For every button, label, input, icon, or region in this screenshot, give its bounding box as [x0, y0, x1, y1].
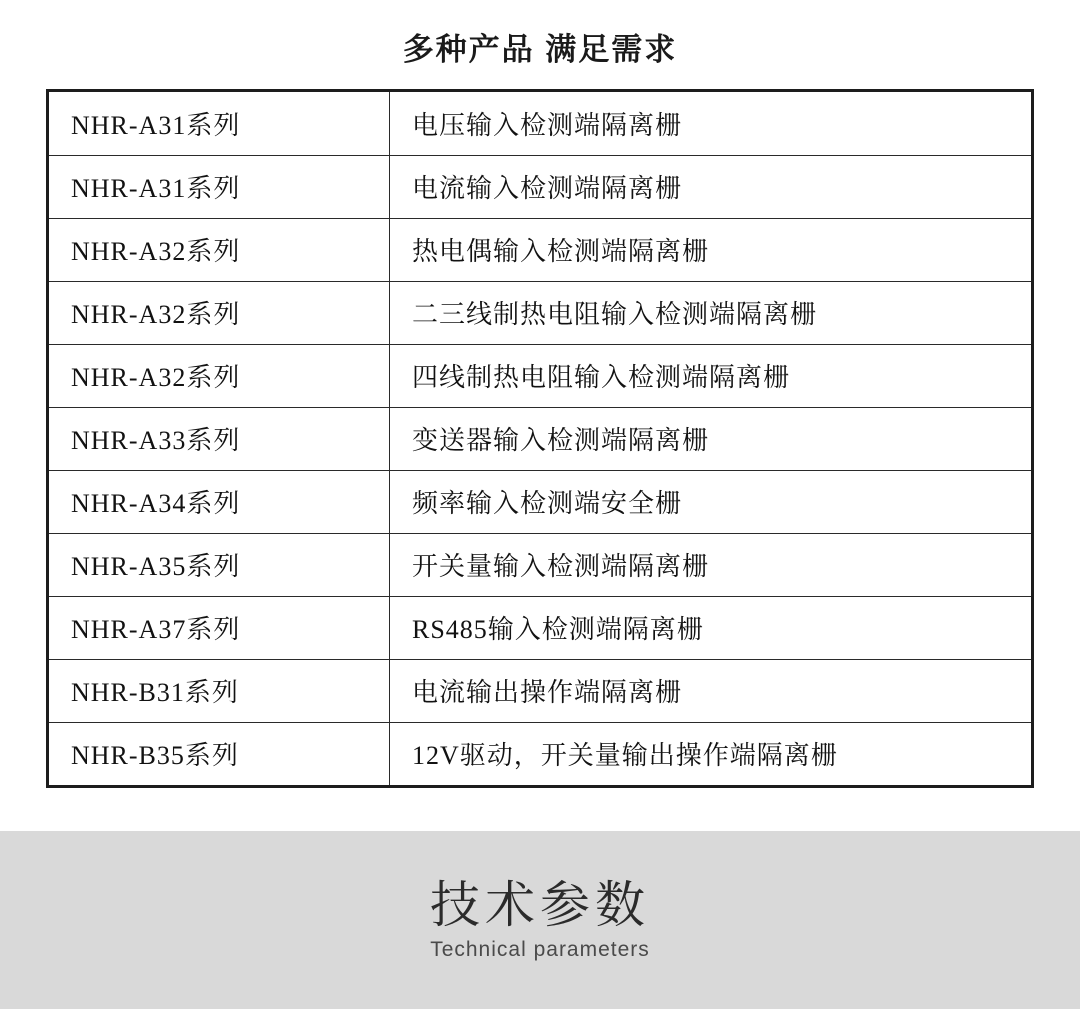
table-row: [49, 92, 1031, 155]
product-model: NHR-B31系列: [49, 659, 390, 722]
product-name: 频率输入检测端安全栅: [390, 470, 1032, 533]
product-model: NHR-A31系列: [49, 92, 390, 155]
product-model: NHR-A35系列: [49, 533, 390, 596]
table-row: [49, 344, 1031, 407]
page-title: 多种产品 满足需求: [402, 32, 678, 67]
product-name: RS485输入检测端隔离栅: [390, 596, 1032, 659]
table-row: [49, 281, 1031, 344]
product-table-body: [49, 92, 1031, 785]
section-spacer: [0, 788, 1080, 810]
product-name: 变送器输入检测端隔离栅: [390, 407, 1032, 470]
banner-title-en: Technical parameters: [430, 938, 650, 961]
technical-parameters-banner: [0, 831, 1080, 1009]
product-name: 电流输出操作端隔离栅: [390, 659, 1032, 722]
table-row: [49, 155, 1031, 218]
product-table-container: [46, 89, 1034, 788]
product-model: NHR-A31系列: [49, 155, 390, 218]
product-name: 12V驱动，开关量输出操作端隔离栅: [390, 722, 1032, 785]
product-model: NHR-A33系列: [49, 407, 390, 470]
product-model: NHR-A37系列: [49, 596, 390, 659]
product-table: [49, 92, 1031, 785]
product-name: 四线制热电阻输入检测端隔离栅: [390, 344, 1032, 407]
table-row: [49, 722, 1031, 785]
product-name: 热电偶输入检测端隔离栅: [390, 218, 1032, 281]
banner-title-cn: 技术参数: [430, 877, 650, 933]
product-name: 电压输入检测端隔离栅: [390, 92, 1032, 155]
product-model: NHR-B35系列: [49, 722, 390, 785]
table-row: [49, 470, 1031, 533]
product-model: NHR-A32系列: [49, 344, 390, 407]
product-model: NHR-A34系列: [49, 470, 390, 533]
product-model: NHR-A32系列: [49, 281, 390, 344]
table-row: [49, 659, 1031, 722]
table-row: [49, 407, 1031, 470]
product-name: 二三线制热电阻输入检测端隔离栅: [390, 281, 1032, 344]
table-row: [49, 218, 1031, 281]
product-name: 电流输入检测端隔离栅: [390, 155, 1032, 218]
table-row: [49, 596, 1031, 659]
table-row: [49, 533, 1031, 596]
product-name: 开关量输入检测端隔离栅: [390, 533, 1032, 596]
product-model: NHR-A32系列: [49, 218, 390, 281]
